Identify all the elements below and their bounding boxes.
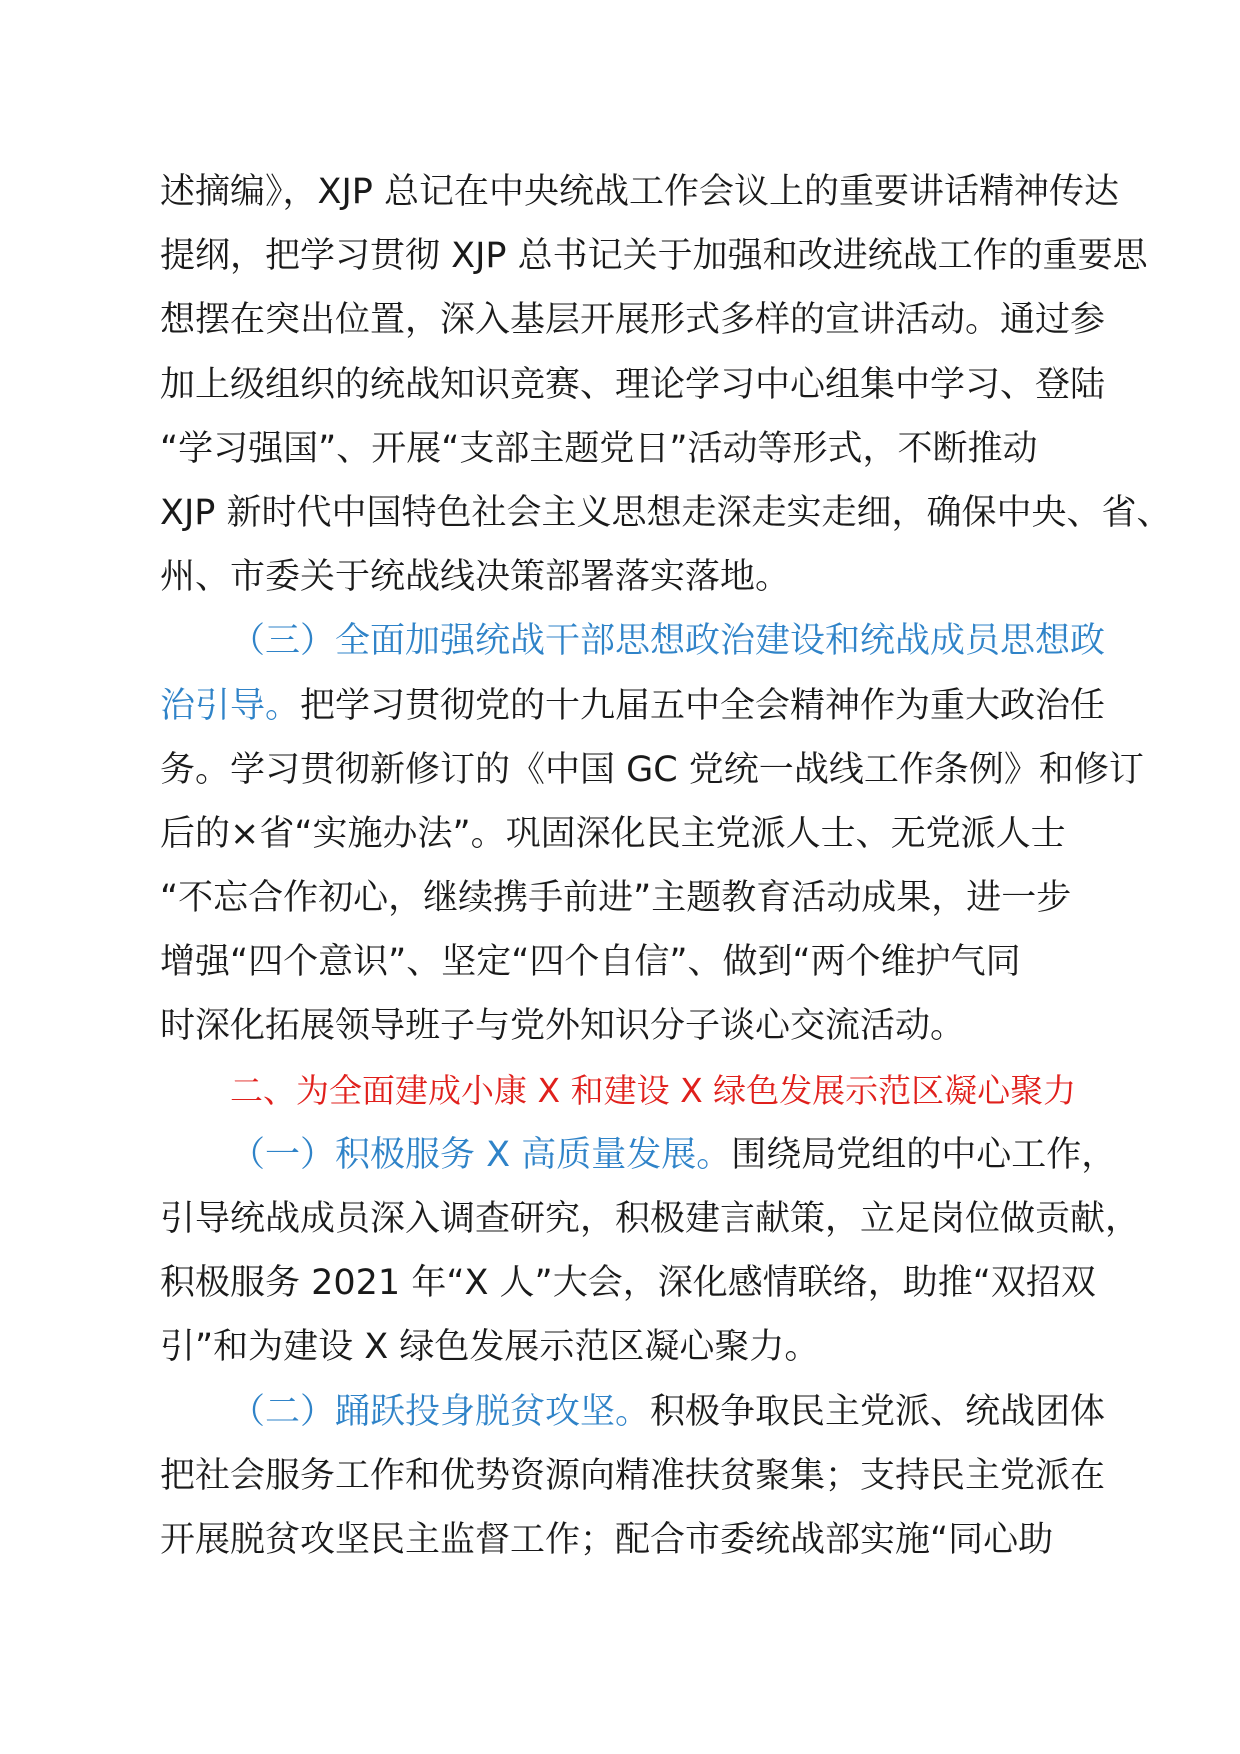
paragraph-line bbox=[160, 1380, 1120, 1444]
paragraph-line: 务。学习贯彻新修订的《中国 GC 党统一战线工作条例》和修订 bbox=[160, 749, 1144, 790]
paragraph-line: 引”和为建设 X 绿色发展示范区凝心聚力。 bbox=[160, 1327, 820, 1368]
paragraph-line: 想摆在突出位置，深入基层开展形式多样的宣讲活动。通过参 bbox=[160, 300, 1106, 341]
paragraph-line: 提纲，把学习贯彻 XJP 总书记关于加强和改进统战工作的重要思 bbox=[160, 236, 1148, 277]
document-page bbox=[160, 160, 1172, 1572]
paragraph-line bbox=[160, 1123, 1120, 1187]
section-heading-2: 二、为全面建成小康 X 和建设 X 绿色发展示范区凝心聚力 bbox=[230, 1070, 1077, 1110]
paragraph-line: “学习强国”、开展“支部主题党日”活动等形式，不断推动 bbox=[160, 428, 1038, 469]
paragraph-line: 把社会服务工作和优势资源向精准扶贫聚集；支持民主党派在 bbox=[160, 1455, 1106, 1496]
paragraph-text: 把学习贯彻党的十九届五中全会精神作为重大政治任 bbox=[300, 685, 1106, 726]
section-1-3 bbox=[160, 609, 1144, 1058]
paragraph-line: 引导统战成员深入调查研究，积极建言献策，立足岗位做贡献， bbox=[160, 1199, 1141, 1239]
paragraph-intro bbox=[160, 160, 1172, 609]
paragraph-text: 积极争取民主党派、统战团体 bbox=[650, 1391, 1106, 1432]
paragraph-line: 述摘编》，XJP 总记在中央统战工作会议上的重要讲话精神传达 bbox=[160, 172, 1120, 212]
paragraph-line: 开展脱贫攻坚民主监督工作；配合市委统战部实施“同心助 bbox=[160, 1519, 1054, 1560]
paragraph-line: 后的×省“实施办法”。巩固深化民主党派人士、无党派人士 bbox=[160, 813, 1066, 854]
paragraph-line: 加上级组织的统战知识竞赛、理论学习中心组集中学习、登陆 bbox=[160, 364, 1106, 405]
section-2-2 bbox=[160, 1380, 1120, 1573]
paragraph-line bbox=[160, 674, 1120, 738]
paragraph-line: XJP 新时代中国特色社会主义思想走深走实走细，确保中央、省、 bbox=[160, 492, 1172, 533]
paragraph-line: 州、市委关于统战线决策部署落实落地。 bbox=[160, 557, 791, 598]
subheading-2-2: （二）踊跃投身脱贫攻坚。 bbox=[230, 1391, 651, 1432]
section-2-1 bbox=[160, 1123, 1141, 1380]
paragraph-line: 增强“四个意识”、坚定“四个自信”、做到“两个维护气同 bbox=[160, 942, 1021, 983]
paragraph-line: 积极服务 2021 年“X 人”大会，深化感情联络，助推“双招双 bbox=[160, 1263, 1096, 1304]
subheading-2-1: （一）积极服务 X 高质量发展。 bbox=[230, 1134, 732, 1175]
subheading-1-3-tail: 治引导。 bbox=[160, 685, 301, 726]
paragraph-line: 时深化拓展领导班子与党外知识分子谈心交流活动。 bbox=[160, 1006, 966, 1047]
paragraph-line: “不忘合作初心，继续携手前进”主题教育活动成果，进一步 bbox=[160, 878, 1072, 919]
paragraph-text: 围绕局党组的中心工作， bbox=[731, 1134, 1117, 1175]
subheading-1-3: （三）全面加强统战干部思想政治建设和统战成员思想政 bbox=[230, 621, 1106, 662]
